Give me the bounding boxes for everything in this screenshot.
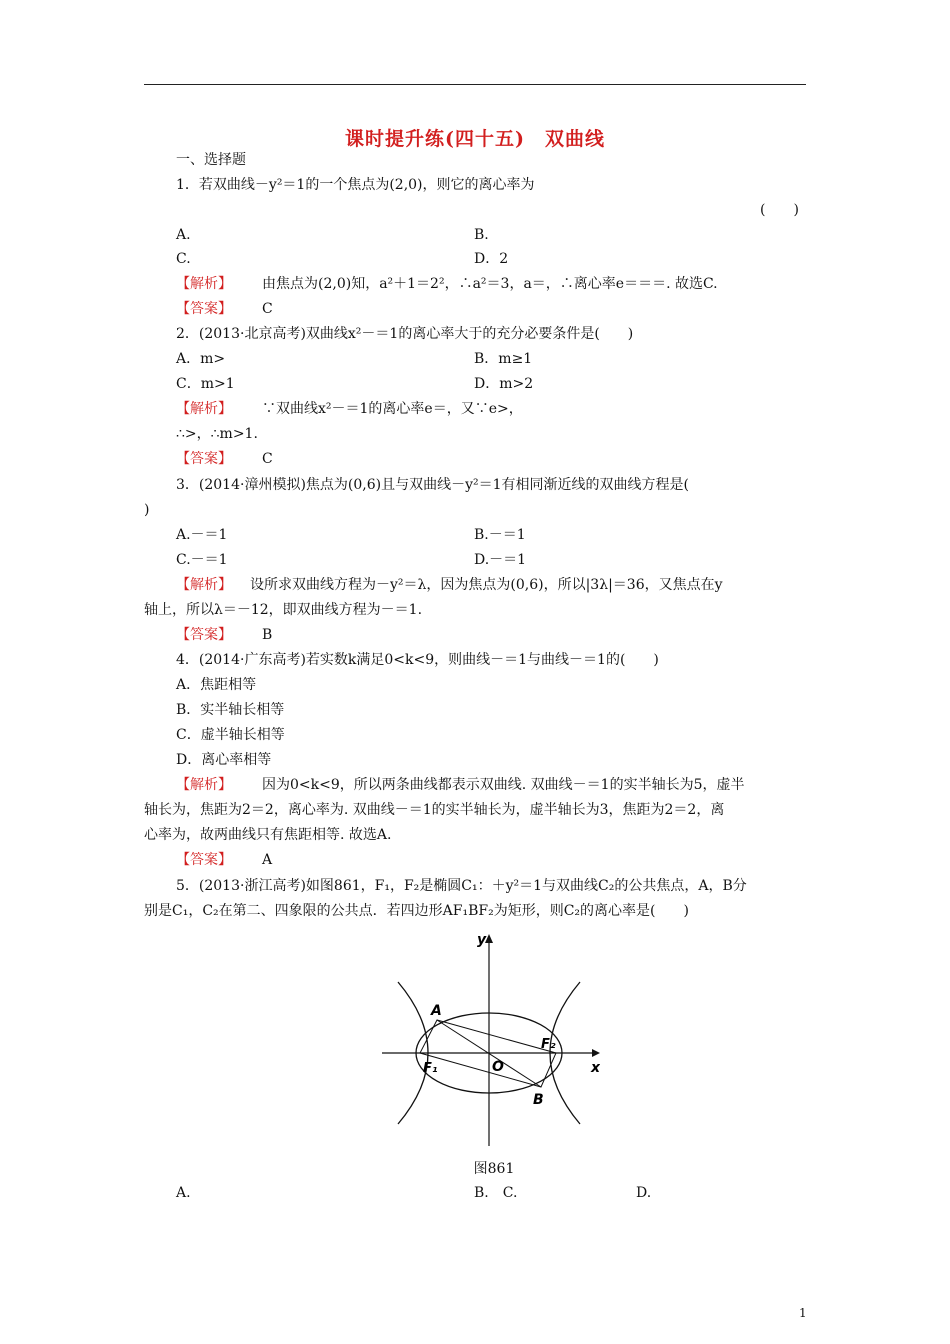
x-axis-arrow	[592, 1049, 600, 1057]
label-x: x	[591, 1060, 600, 1076]
q4-jiexi-line1: 因为0<k<9，所以两条曲线都表示双曲线. 双曲线－＝1的实半轴长为5，虚半	[262, 777, 745, 793]
q5-stem-line2: 别是C₁，C₂在第二、四象限的公共点．若四边形AF₁BF₂为矩形，则C₂的离心率是( )	[144, 903, 689, 919]
q4-option-b: B．实半轴长相等	[176, 702, 285, 718]
figure-861	[380, 928, 600, 1148]
q4-jiexi-tag: 【解析】	[176, 777, 232, 793]
q1-option-c: C.	[176, 251, 191, 267]
q2-jiexi-tag: 【解析】	[176, 401, 232, 417]
label-f1: F₁	[423, 1061, 438, 1076]
q3-option-b: B.－＝1	[474, 527, 526, 543]
label-f2: F₂	[541, 1037, 556, 1052]
q4-option-c: C．虚半轴长相等	[176, 727, 285, 743]
q1-option-b: B.	[474, 227, 489, 243]
q4-option-a: A．焦距相等	[176, 677, 257, 693]
figure-caption: 图861	[473, 1161, 515, 1177]
q4-option-d: D．离心率相等	[176, 752, 272, 768]
q4-answer-tag: 【答案】	[176, 852, 232, 868]
q1-stem: 1．若双曲线－y²＝1的一个焦点为(2,0)，则它的离心率为	[176, 177, 535, 193]
q3-option-c: C.－＝1	[176, 552, 228, 568]
q2-option-c: C．m>1	[176, 376, 235, 392]
q2-answer-tag: 【答案】	[176, 451, 232, 467]
q2-option-a: A．m>	[176, 351, 226, 367]
q3-jiexi-tag: 【解析】	[176, 577, 232, 593]
q4-answer: A	[262, 852, 273, 868]
q1-jiexi-tag: 【解析】	[176, 276, 232, 292]
page-number: 1	[799, 1306, 807, 1320]
q3-answer-tag: 【答案】	[176, 627, 232, 643]
page-title: 课时提升练(四十五) 双曲线	[345, 128, 605, 150]
q5-option-a: A.	[176, 1185, 191, 1201]
q1-option-a: A.	[176, 227, 191, 243]
label-y: y	[477, 932, 487, 948]
q3-option-d: D.－＝1	[474, 552, 527, 568]
label-a: A	[431, 1003, 442, 1019]
section-heading: 一、选择题	[176, 152, 246, 168]
q4-jiexi-line3: 心率为，故两曲线只有焦距相等. 故选A.	[144, 827, 392, 843]
q4-stem: 4．(2014·广东高考)若实数k满足0<k<9，则曲线－＝1与曲线－＝1的( )	[176, 652, 659, 668]
q3-jiexi-line2: 轴上，所以λ＝－12，即双曲线方程为－＝1.	[144, 602, 423, 618]
q5-option-d: D.	[636, 1185, 652, 1201]
q3-stem-line2: )	[144, 502, 150, 518]
q4-jiexi-line2: 轴长为，焦距为2＝2，离心率为. 双曲线－＝1的实半轴长为，虚半轴长为3，焦距为2＝2，离	[144, 802, 725, 818]
q2-jiexi-line2: ∴>，∴m>1.	[176, 426, 258, 442]
q5-stem-line1: 5．(2013·浙江高考)如图861，F₁，F₂是椭圆C₁：＋y²＝1与双曲线C₂的公共焦点，A，B分	[176, 878, 747, 894]
y-axis-arrow	[485, 934, 493, 943]
q1-paren: ( )	[760, 202, 799, 218]
q2-answer: C	[262, 451, 273, 467]
q2-option-d: D．m>2	[474, 376, 534, 392]
q3-stem-line1: 3．(2014·漳州模拟)焦点为(0,6)且与双曲线－y²＝1有相同渐近线的双曲线方程是(	[176, 477, 689, 493]
q1-jiexi: 由焦点为(2,0)知，a²＋1＝2²，∴a²＝3，a＝，∴离心率e＝＝＝. 故选C.	[262, 276, 718, 292]
q3-answer: B	[262, 627, 273, 643]
q1-answer: C	[262, 301, 273, 317]
q3-jiexi-line1: 设所求双曲线方程为－y²＝λ，因为焦点为(0,6)，所以|3λ|＝36，又焦点在y	[250, 577, 723, 593]
label-o: O	[492, 1059, 504, 1075]
q2-stem: 2．(2013·北京高考)双曲线x²－＝1的离心率大于的充分必要条件是( )	[176, 326, 634, 342]
q5-option-bc: B. C.	[474, 1185, 518, 1201]
label-b: B	[533, 1092, 544, 1108]
q2-jiexi-line1: ∵双曲线x²－＝1的离心率e＝，又∵e>，	[262, 401, 523, 417]
q3-option-a: A.－＝1	[176, 527, 228, 543]
header-rule	[144, 84, 806, 85]
q1-option-d: D．2	[474, 251, 509, 267]
q1-answer-tag: 【答案】	[176, 301, 232, 317]
q2-option-b: B．m≥1	[474, 351, 533, 367]
